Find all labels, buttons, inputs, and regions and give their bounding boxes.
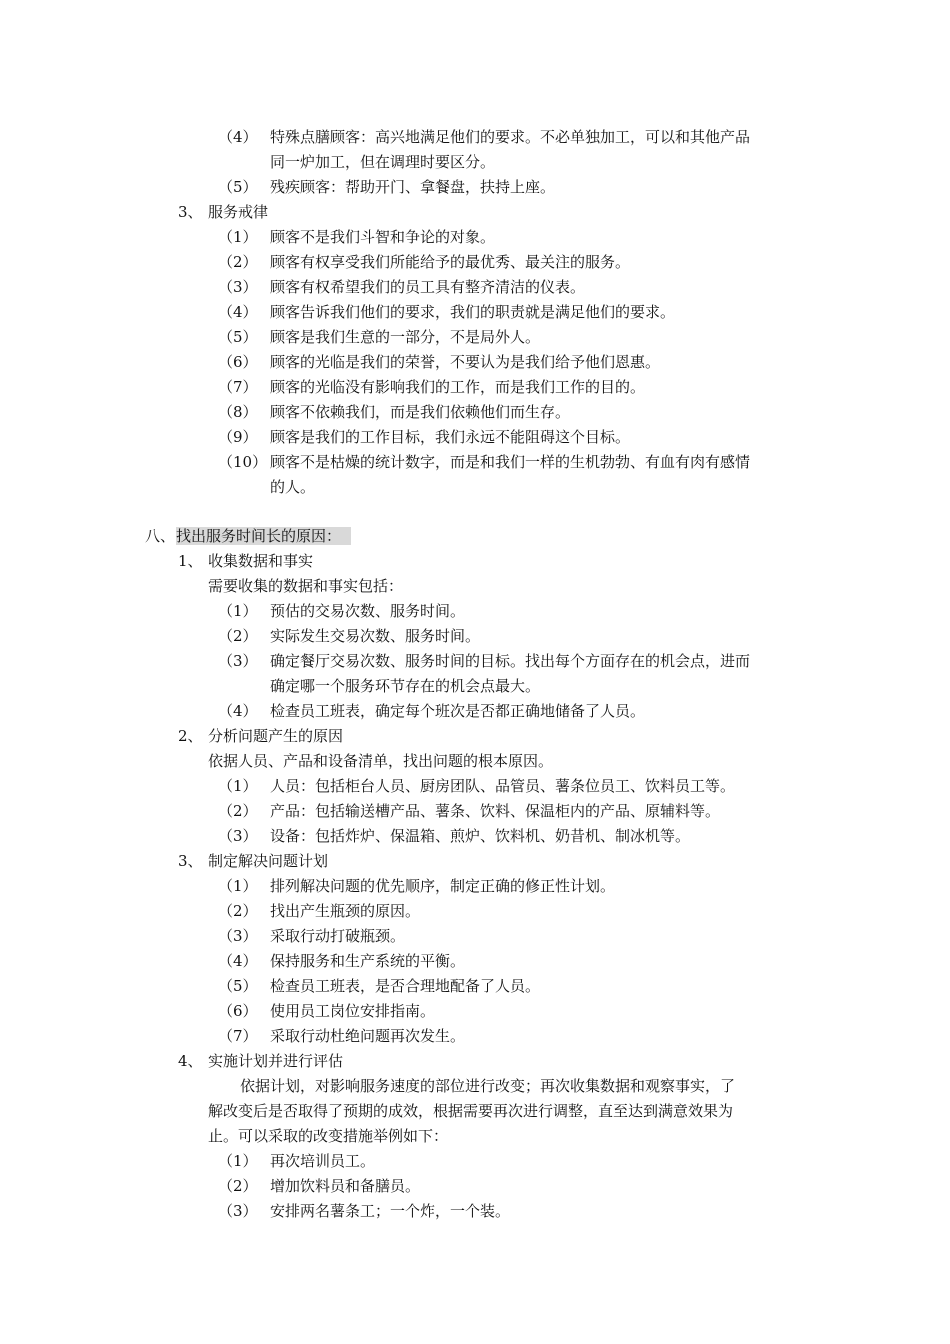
item-text: 安排两名薯条工；一个炸，一个装。 xyxy=(270,1202,511,1220)
section-title xyxy=(176,524,351,549)
item-number: （4） xyxy=(218,303,258,321)
item-text: 设备：包括炸炉、保温箱、煎炉、饮料机、奶昔机、制冰机等。 xyxy=(270,827,691,845)
item-number: （5） xyxy=(218,178,258,196)
item-text: 采取行动杜绝问题再次发生。 xyxy=(270,1027,466,1045)
subsection-heading: 制定解决问题计划 xyxy=(208,852,329,870)
item-number: （2） xyxy=(218,627,258,645)
item-text: 顾客不是枯燥的统计数字，而是和我们一样的生机勃勃、有血有肉有感情 xyxy=(270,453,751,471)
section-title-text: 找出服务时间长的原因： xyxy=(176,527,351,545)
paragraph-line: 依据计划，对影响服务速度的部位进行改变；再次收集数据和观察事实，了 xyxy=(240,1077,736,1095)
item-text: 残疾顾客：帮助开门、拿餐盘，扶持上座。 xyxy=(270,178,556,196)
item-text: 特殊点膳顾客：高兴地满足他们的要求。不必单独加工，可以和其他产品 xyxy=(270,128,751,146)
item-text: 再次培训员工。 xyxy=(270,1152,376,1170)
item-number: （4） xyxy=(218,702,258,720)
subsection-number: 3、 xyxy=(178,852,203,870)
subsection-heading: 分析问题产生的原因 xyxy=(208,727,344,745)
item-number: （2） xyxy=(218,802,258,820)
item-number: （1） xyxy=(218,1152,258,1170)
item-number: （9） xyxy=(218,428,258,446)
item-text-continued: 同一炉加工，但在调理时要区分。 xyxy=(270,153,496,171)
item-text: 保持服务和生产系统的平衡。 xyxy=(270,952,466,970)
item-number: （6） xyxy=(218,1002,258,1020)
item-number: （8） xyxy=(218,403,258,421)
item-text: 顾客是我们的工作目标，我们永远不能阻碍这个目标。 xyxy=(270,428,631,446)
item-text: 顾客不依赖我们，而是我们依赖他们而生存。 xyxy=(270,403,571,421)
item-text-continued: 确定哪一个服务环节存在的机会点最大。 xyxy=(270,677,541,695)
item-number: （7） xyxy=(218,378,258,396)
item-number: （1） xyxy=(218,777,258,795)
item-number: （3） xyxy=(218,927,258,945)
item-number: （7） xyxy=(218,1027,258,1045)
list-item xyxy=(218,125,258,150)
item-number: （4） xyxy=(218,128,258,146)
item-number: （4） xyxy=(218,952,258,970)
item-number: （1） xyxy=(218,228,258,246)
subsection-number: 3、 xyxy=(178,203,203,221)
item-number: （3） xyxy=(218,278,258,296)
item-text: 检查员工班表，是否合理地配备了人员。 xyxy=(270,977,541,995)
item-number: （3） xyxy=(218,827,258,845)
item-text: 实际发生交易次数、服务时间。 xyxy=(270,627,481,645)
item-number: （3） xyxy=(218,1202,258,1220)
item-number: （3） xyxy=(218,652,258,670)
item-number: （2） xyxy=(218,1177,258,1195)
subsection-heading: 实施计划并进行评估 xyxy=(208,1052,344,1070)
item-text: 顾客的光临是我们的荣誉，不要认为是我们给予他们恩惠。 xyxy=(270,353,661,371)
item-number: （2） xyxy=(218,902,258,920)
section-number: 八、 xyxy=(145,527,176,545)
item-text: 顾客的光临没有影响我们的工作，而是我们工作的目的。 xyxy=(270,378,646,396)
subsection-heading: 服务戒律 xyxy=(208,203,269,221)
item-text: 人员：包括柜台人员、厨房团队、品管员、薯条位员工、饮料员工等。 xyxy=(270,777,736,795)
item-text: 检查员工班表，确定每个班次是否都正确地储备了人员。 xyxy=(270,702,646,720)
item-text: 使用员工岗位安排指南。 xyxy=(270,1002,436,1020)
item-text: 顾客有权享受我们所能给予的最优秀、最关注的服务。 xyxy=(270,253,631,271)
item-text: 预估的交易次数、服务时间。 xyxy=(270,602,466,620)
item-text: 顾客有权希望我们的员工具有整齐清洁的仪表。 xyxy=(270,278,586,296)
subsection-number: 2、 xyxy=(178,727,203,745)
paragraph-line: 解改变后是否取得了预期的成效，根据需要再次进行调整，直至达到满意效果为 xyxy=(208,1102,734,1120)
item-text: 排列解决问题的优先顺序，制定正确的修正性计划。 xyxy=(270,877,616,895)
intro-text: 需要收集的数据和事实包括： xyxy=(208,577,404,595)
item-number: （1） xyxy=(218,602,258,620)
item-number: （1） xyxy=(218,877,258,895)
item-text: 增加饮料员和备膳员。 xyxy=(270,1177,421,1195)
item-text: 产品：包括输送槽产品、薯条、饮料、保温柜内的产品、原辅料等。 xyxy=(270,802,721,820)
item-number: （10） xyxy=(218,453,268,471)
item-text: 确定餐厅交易次数、服务时间的目标。找出每个方面存在的机会点，进而 xyxy=(270,652,751,670)
item-text: 顾客告诉我们他们的要求，我们的职责就是满足他们的要求。 xyxy=(270,303,676,321)
intro-text: 依据人员、产品和设备清单，找出问题的根本原因。 xyxy=(208,752,554,770)
item-number: （5） xyxy=(218,328,258,346)
item-number: （5） xyxy=(218,977,258,995)
item-text: 找出产生瓶颈的原因。 xyxy=(270,902,421,920)
subsection-number: 4、 xyxy=(178,1052,203,1070)
item-text: 顾客是我们生意的一部分，不是局外人。 xyxy=(270,328,541,346)
subsection-number: 1、 xyxy=(178,552,203,570)
item-text: 顾客不是我们斗智和争论的对象。 xyxy=(270,228,496,246)
subsection-heading: 收集数据和事实 xyxy=(208,552,314,570)
item-text-continued: 的人。 xyxy=(270,478,316,496)
item-text: 采取行动打破瓶颈。 xyxy=(270,927,406,945)
paragraph-line: 止。可以采取的改变措施举例如下： xyxy=(208,1127,449,1145)
item-number: （6） xyxy=(218,353,258,371)
item-number: （2） xyxy=(218,253,258,271)
